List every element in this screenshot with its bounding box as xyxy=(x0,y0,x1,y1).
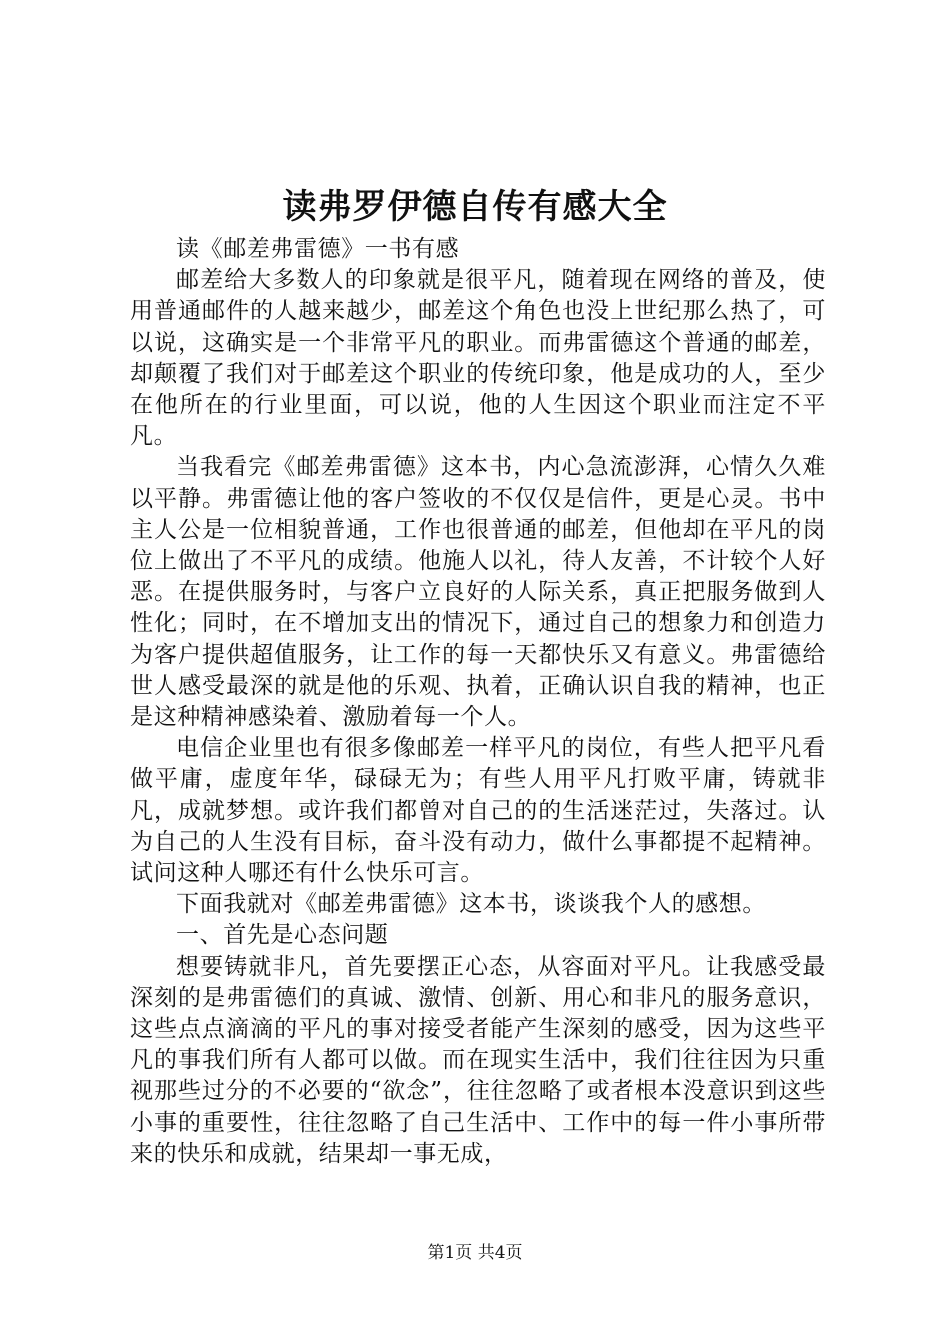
section-heading: 一、首先是心态问题 xyxy=(176,922,389,949)
document-title: 读弗罗伊德自传有感大全 xyxy=(282,187,668,227)
body-paragraph: 邮差给大多数人的印象就是很平凡，随着现在网络的普及，使用普通邮件的人越来越少，邮差这个角色也没上世纪那么热了，可以说，这确实是一个非常平凡的职业。而弗雷德这个普通的邮差，却颠覆了我们对于邮差这个职业的传统印象，他是成功的人，至少在他所在的行业里面，可以说，他的人生因这个职业而注定不平凡。 xyxy=(130,267,826,450)
document-body xyxy=(130,234,826,1170)
body-paragraph: 当我看完《邮差弗雷德》这本书，内心急流澎湃，心情久久难以平静。弗雷德让他的客户签收的不仅仅是信件，更是心灵。书中主人公是一位相貌普通，工作也很普通的邮差，但他却在平凡的岗位上做出了不平凡的成绩。他施人以礼，待人友善，不计较个人好恶。在提供服务时，与客户立良好的人际关系，真正把服务做到人性化；同时，在不增加支出的情况下，通过自己的想象力和创造力为客户提供超值服务，让工作的每一天都快乐又有意义。弗雷德给世人感受最深的就是他的乐观、执着，正确认识自我的精神，也正是这种精神感染着、激励着每一个人。 xyxy=(130,454,826,731)
body-paragraph: 电信企业里也有很多像邮差一样平凡的岗位，有些人把平凡看做平庸，虚度年华，碌碌无为；有些人用平凡打败平庸，铸就非凡，成就梦想。或许我们都曾对自己的的生活迷茫过，失落过。认为自己的人生没有目标，奋斗没有动力，做什么事都提不起精神。试问这种人哪还有什么快乐可言。 xyxy=(130,735,826,887)
body-paragraph: 下面我就对《邮差弗雷德》这本书，谈谈我个人的感想。 xyxy=(176,891,766,918)
subtitle-paragraph: 读《邮差弗雷德》一书有感 xyxy=(176,236,460,262)
page-number-footer: 第1页 共4页 xyxy=(427,1243,523,1263)
body-paragraph: 想要铸就非凡，首先要摆正心态，从容面对平凡。让我感受最深刻的是弗雷德们的真诚、激情、创新、用心和非凡的服务意识，这些点点滴滴的平凡的事对接受者能产生深刻的感受，因为这些平凡的事我们所有人都可以做。而在现实生活中，我们往往因为只重视那些过分的不必要的“欲念”，往往忽略了或者根本没意识到这些小事的重要性，往往忽略了自己生活中、工作中的每一件小事所带来的快乐和成就，结果却一事无成， xyxy=(130,953,826,1167)
